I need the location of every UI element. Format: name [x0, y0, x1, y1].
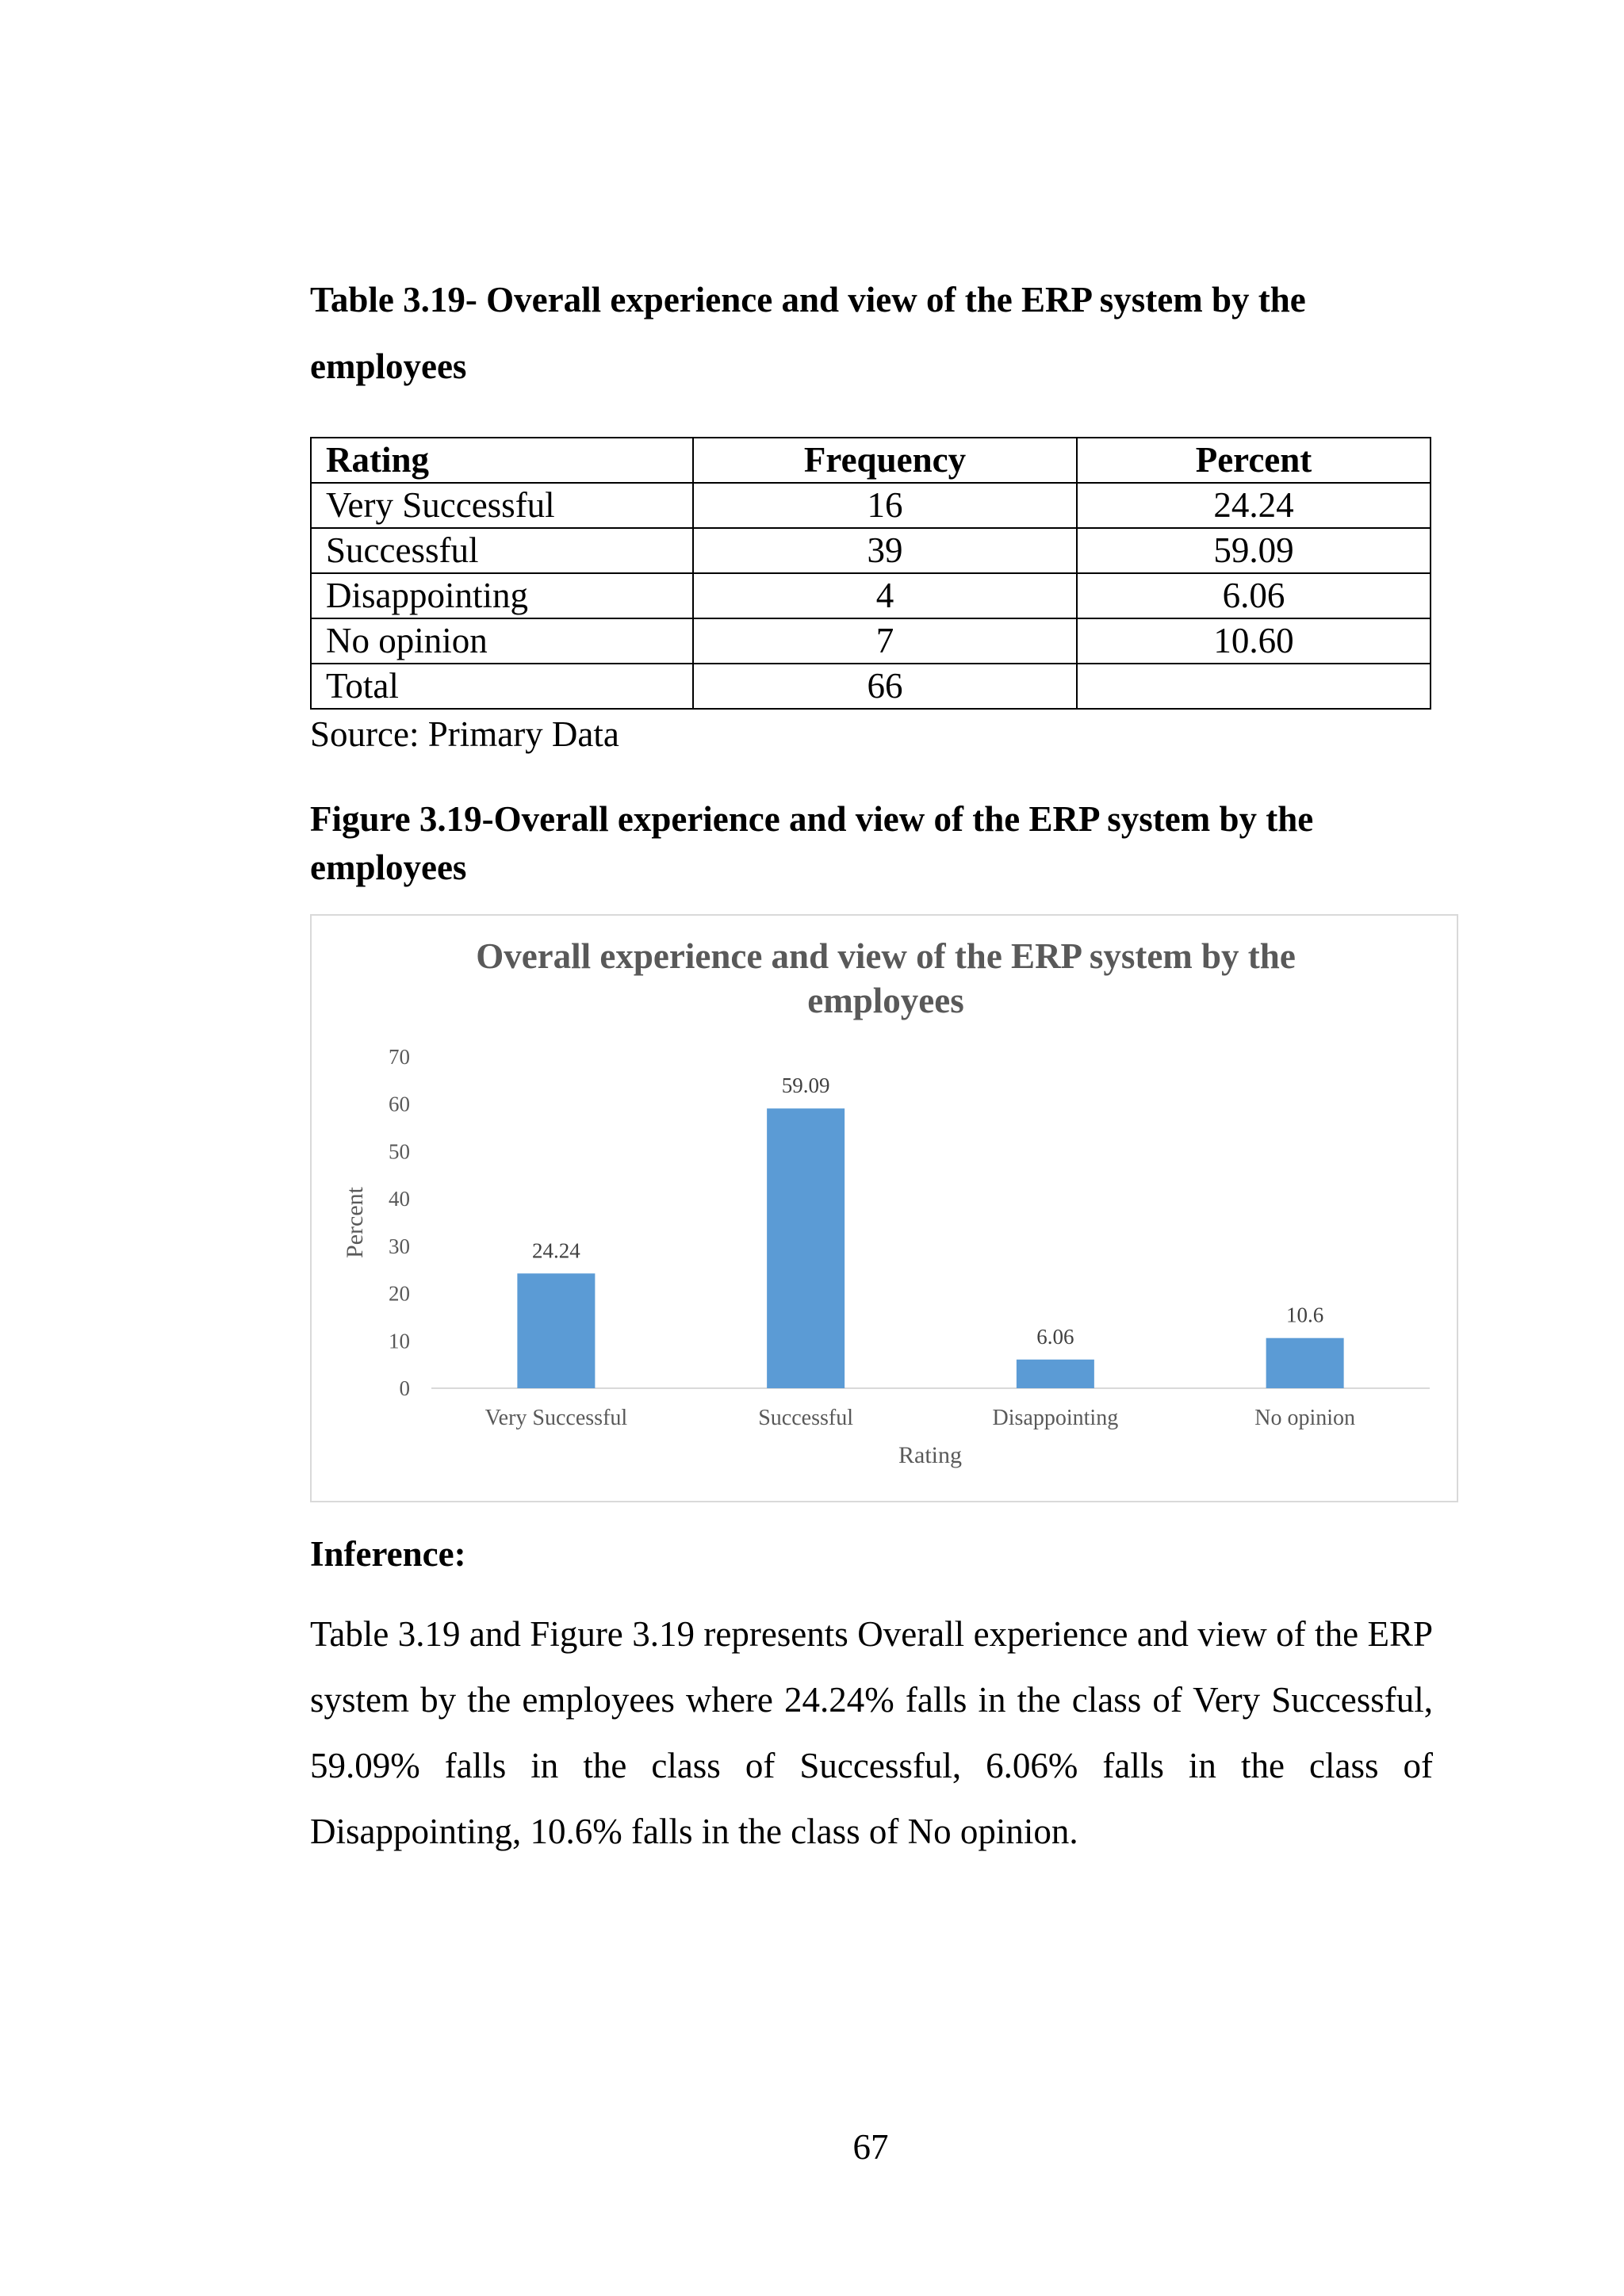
table-cell: Disappointing [311, 573, 693, 618]
inference-heading: Inference: [310, 1534, 466, 1574]
y-tick-label: 20 [389, 1281, 410, 1306]
x-axis-label: Rating [898, 1442, 962, 1468]
data-label: 59.09 [781, 1073, 830, 1098]
table-header-cell: Frequency [693, 438, 1077, 483]
table-cell: 24.24 [1077, 483, 1431, 528]
x-tick-label: Very Successful [485, 1406, 628, 1430]
inference-paragraph: Table 3.19 and Figure 3.19 represents Overall experience and view of the ERP system by the employees where 24.24% falls in the class of Very Successful, 59.09% falls in the class of Successful, 6.06% falls in the class of Disappointing, 10.6% falls in the class of No opinion. [310, 1614, 1433, 1851]
y-tick-label: 10 [389, 1329, 410, 1353]
bar [1266, 1338, 1344, 1388]
table-cell: Successful [311, 528, 693, 573]
table-header-cell: Percent [1077, 438, 1431, 483]
data-label: 6.06 [1036, 1324, 1074, 1349]
y-tick-label: 50 [389, 1139, 410, 1164]
bar [767, 1108, 845, 1388]
table-total-row [311, 664, 1431, 709]
table-cell: 10.60 [1077, 618, 1431, 664]
chart-title: employees [807, 981, 964, 1020]
table-row [311, 618, 1431, 664]
figure-caption: Figure 3.19-Overall experience and view of the ERP system by the employees [310, 799, 1314, 887]
table-row [311, 528, 1431, 573]
table-cell: 59.09 [1077, 528, 1431, 573]
table-cell: 6.06 [1077, 573, 1431, 618]
y-tick-label: 40 [389, 1187, 410, 1211]
page-number: 67 [852, 2127, 889, 2167]
bar-chart [310, 914, 1458, 1502]
table-header-row [311, 438, 1431, 483]
x-tick-label: Successful [758, 1406, 854, 1430]
data-label: 24.24 [532, 1238, 580, 1263]
table-cell: No opinion [311, 618, 693, 664]
y-tick-label: 70 [389, 1045, 410, 1069]
chart-title: Overall experience and view of the ERP system by the [476, 936, 1296, 976]
x-tick-label: No opinion [1254, 1406, 1356, 1430]
table-cell [1077, 664, 1431, 709]
table-cell: 7 [693, 618, 1077, 664]
table-cell: 39 [693, 528, 1077, 573]
x-tick-label: Disappointing [992, 1406, 1119, 1430]
bar [1017, 1360, 1094, 1388]
bar-chart-canvas [312, 916, 1460, 1504]
bar [517, 1273, 595, 1388]
table-cell: 4 [693, 573, 1077, 618]
rating-table [310, 437, 1431, 710]
data-label: 10.6 [1286, 1303, 1324, 1327]
table-cell: 66 [693, 664, 1077, 709]
table-row [311, 483, 1431, 528]
y-tick-label: 60 [389, 1092, 410, 1116]
table-cell: 16 [693, 483, 1077, 528]
table-caption: Table 3.19- Overall experience and view of the ERP system by the employees [310, 280, 1306, 386]
y-tick-label: 30 [389, 1234, 410, 1258]
y-axis-label: Percent [342, 1187, 368, 1258]
source-note: Source: Primary Data [310, 714, 619, 754]
table-header-cell: Rating [311, 438, 693, 483]
table-cell: Very Successful [311, 483, 693, 528]
table-cell: Total [311, 664, 693, 709]
table-row [311, 573, 1431, 618]
y-tick-label: 0 [399, 1376, 410, 1400]
